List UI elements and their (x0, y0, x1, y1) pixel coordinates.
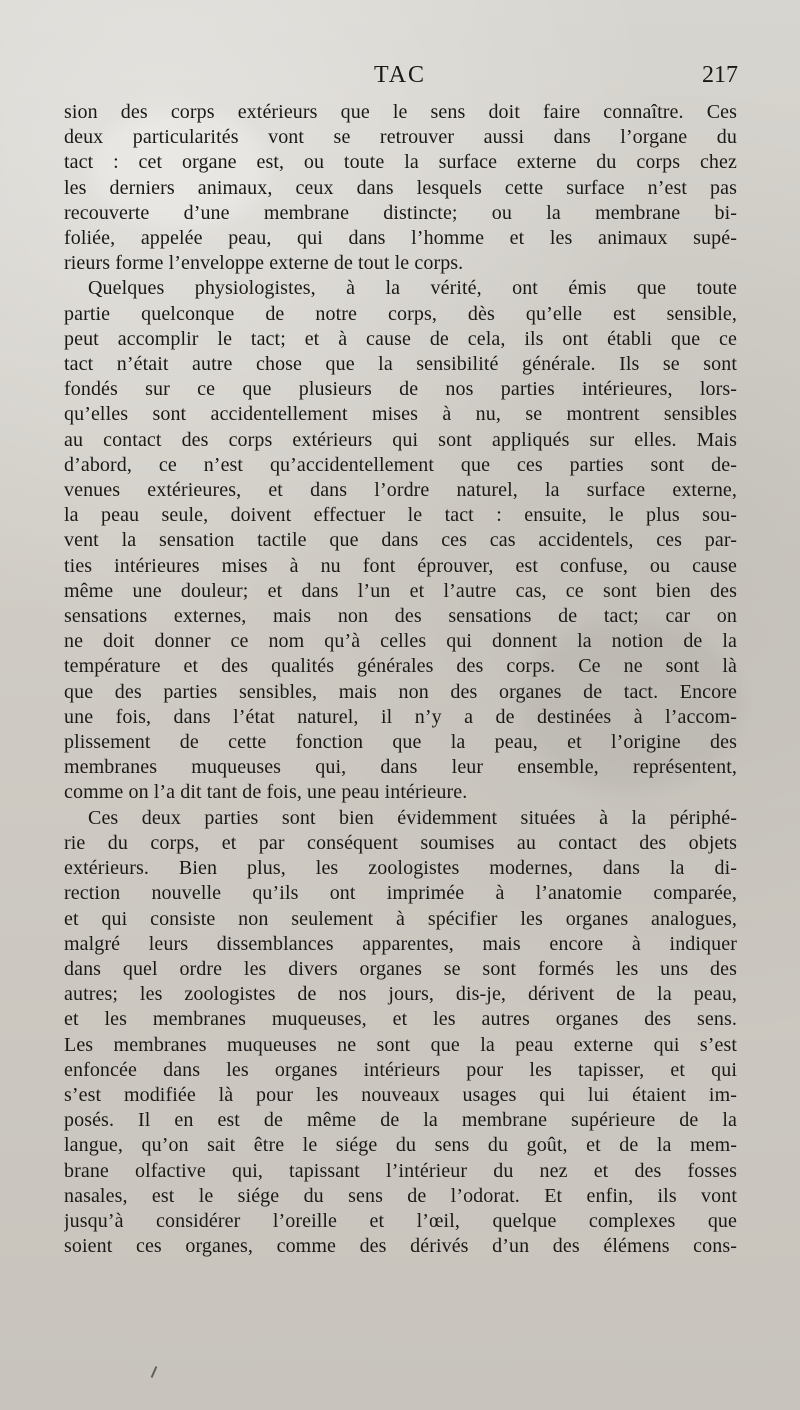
text-line-41: posés. Il en est de même de la membrane supérieure de la (64, 1109, 737, 1132)
text-line-18: vent la sensation tactile que dans ces cas accidentels, ces par- (64, 529, 737, 552)
text-line-46: soient ces organes, comme des dérivés d’un des élémens cons- (64, 1235, 737, 1258)
text-line-25: une fois, dans l’état naturel, il n’y a de destinées à l’accom- (64, 705, 737, 728)
text-line-14: au contact des corps extérieurs qui sont appliqués sur elles. Mais (64, 428, 737, 451)
text-line-36: autres; les zoologistes de nos jours, dis-je, dérivent de la peau, (64, 983, 737, 1006)
text-line-28: comme on l’a dit tant de fois, une peau intérieure. (64, 781, 468, 804)
text-line-16: venues extérieures, et dans l’ordre naturel, la surface externe, (64, 479, 737, 502)
text-line-29: Ces deux parties sont bien évidemment situées à la périphé- (88, 806, 737, 829)
text-line-39: enfoncée dans les organes intérieurs pour les tapisser, et qui (64, 1058, 737, 1081)
text-line-11: tact n’était autre chose que la sensibilité générale. Ils se sont (64, 353, 737, 376)
text-line-40: s’est modifiée là pour les nouveaux usages qui lui étaient im- (64, 1083, 737, 1106)
text-line-8: Quelques physiologistes, à la vérité, ont émis que toute (88, 277, 737, 300)
text-line-6: foliée, appelée peau, qui dans l’homme et les animaux supé- (64, 227, 737, 250)
text-line-26: plissement de cette fonction que la peau, et l’origine des (64, 731, 737, 754)
text-line-9: partie quelconque de notre corps, dès qu’elle est sensible, (64, 302, 737, 325)
text-line-24: que des parties sensibles, mais non des organes de tact. Encore (64, 680, 737, 703)
text-line-33: et qui consiste non seulement à spécifier les organes analogues, (64, 907, 737, 930)
text-line-35: dans quel ordre les divers organes se sont formés les uns des (64, 957, 737, 980)
text-line-17: la peau seule, doivent effectuer le tact : ensuite, le plus sou- (64, 504, 737, 527)
running-head: TAC (373, 62, 427, 88)
text-line-10: peut accomplir le tact; et à cause de cela, ils ont établi que ce (64, 327, 737, 350)
text-line-32: rection nouvelle qu’ils ont imprimée à l’anatomie comparée, (64, 882, 737, 905)
text-line-30: rie du corps, et par conséquent soumises au contact des objets (64, 831, 737, 854)
text-line-38: Les membranes muqueuses ne sont que la peau externe qui s’est (64, 1033, 737, 1056)
text-line-19: ties intérieures mises à nu font éprouver, est confuse, ou cause (64, 554, 737, 577)
text-line-37: et les membranes muqueuses, et les autres organes des sens. (64, 1008, 737, 1031)
text-line-45: jusqu’à considérer l’oreille et l’œil, quelque complexes que (64, 1209, 737, 1232)
pencil-mark (151, 1366, 158, 1378)
text-line-31: extérieurs. Bien plus, les zoologistes modernes, dans la di- (64, 857, 737, 880)
text-line-1: sion des corps extérieurs que le sens doit faire connaître. Ces (64, 101, 737, 123)
text-line-43: brane olfactive qui, tapissant l’intérieur du nez et des fosses (64, 1159, 737, 1182)
text-line-23: température et des qualités générales des corps. Ce ne sont là (64, 655, 737, 678)
text-line-27: membranes muqueuses qui, dans leur ensemble, représentent, (64, 756, 737, 779)
text-line-44: nasales, est le siége du sens de l’odorat. Et enfin, ils vont (64, 1184, 737, 1207)
text-line-42: langue, qu’on sait être le siége du sens du goût, et de la mem- (64, 1134, 737, 1157)
page-number: 217 (702, 62, 738, 88)
page-header (0, 62, 800, 92)
text-line-5: recouverte d’une membrane distincte; ou la membrane bi- (64, 201, 737, 224)
text-line-13: qu’elles sont accidentellement mises à nu, se montrent sensibles (64, 403, 737, 426)
text-line-12: fondés sur ce que plusieurs de nos parties intérieures, lors- (64, 378, 737, 401)
text-line-15: d’abord, ce n’est qu’accidentellement que ces parties sont de- (64, 453, 737, 476)
text-line-3: tact : cet organe est, ou toute la surface externe du corps chez (64, 151, 737, 174)
text-line-21: sensations externes, mais non des sensations de tact; car on (64, 605, 737, 628)
text-line-7: rieurs forme l’enveloppe externe de tout le corps. (64, 252, 464, 275)
text-line-22: ne doit donner ce nom qu’à celles qui donnent la notion de la (64, 630, 737, 653)
text-line-20: même une douleur; et dans l’un et l’autre cas, ce sont bien des (64, 579, 737, 602)
text-line-34: malgré leurs dissemblances apparentes, mais encore à indiquer (64, 932, 737, 955)
text-line-2: deux particularités vont se retrouver aussi dans l’organe du (64, 126, 737, 149)
text-line-4: les derniers animaux, ceux dans lesquels cette surface n’est pas (64, 176, 737, 199)
page-body (64, 100, 737, 1259)
